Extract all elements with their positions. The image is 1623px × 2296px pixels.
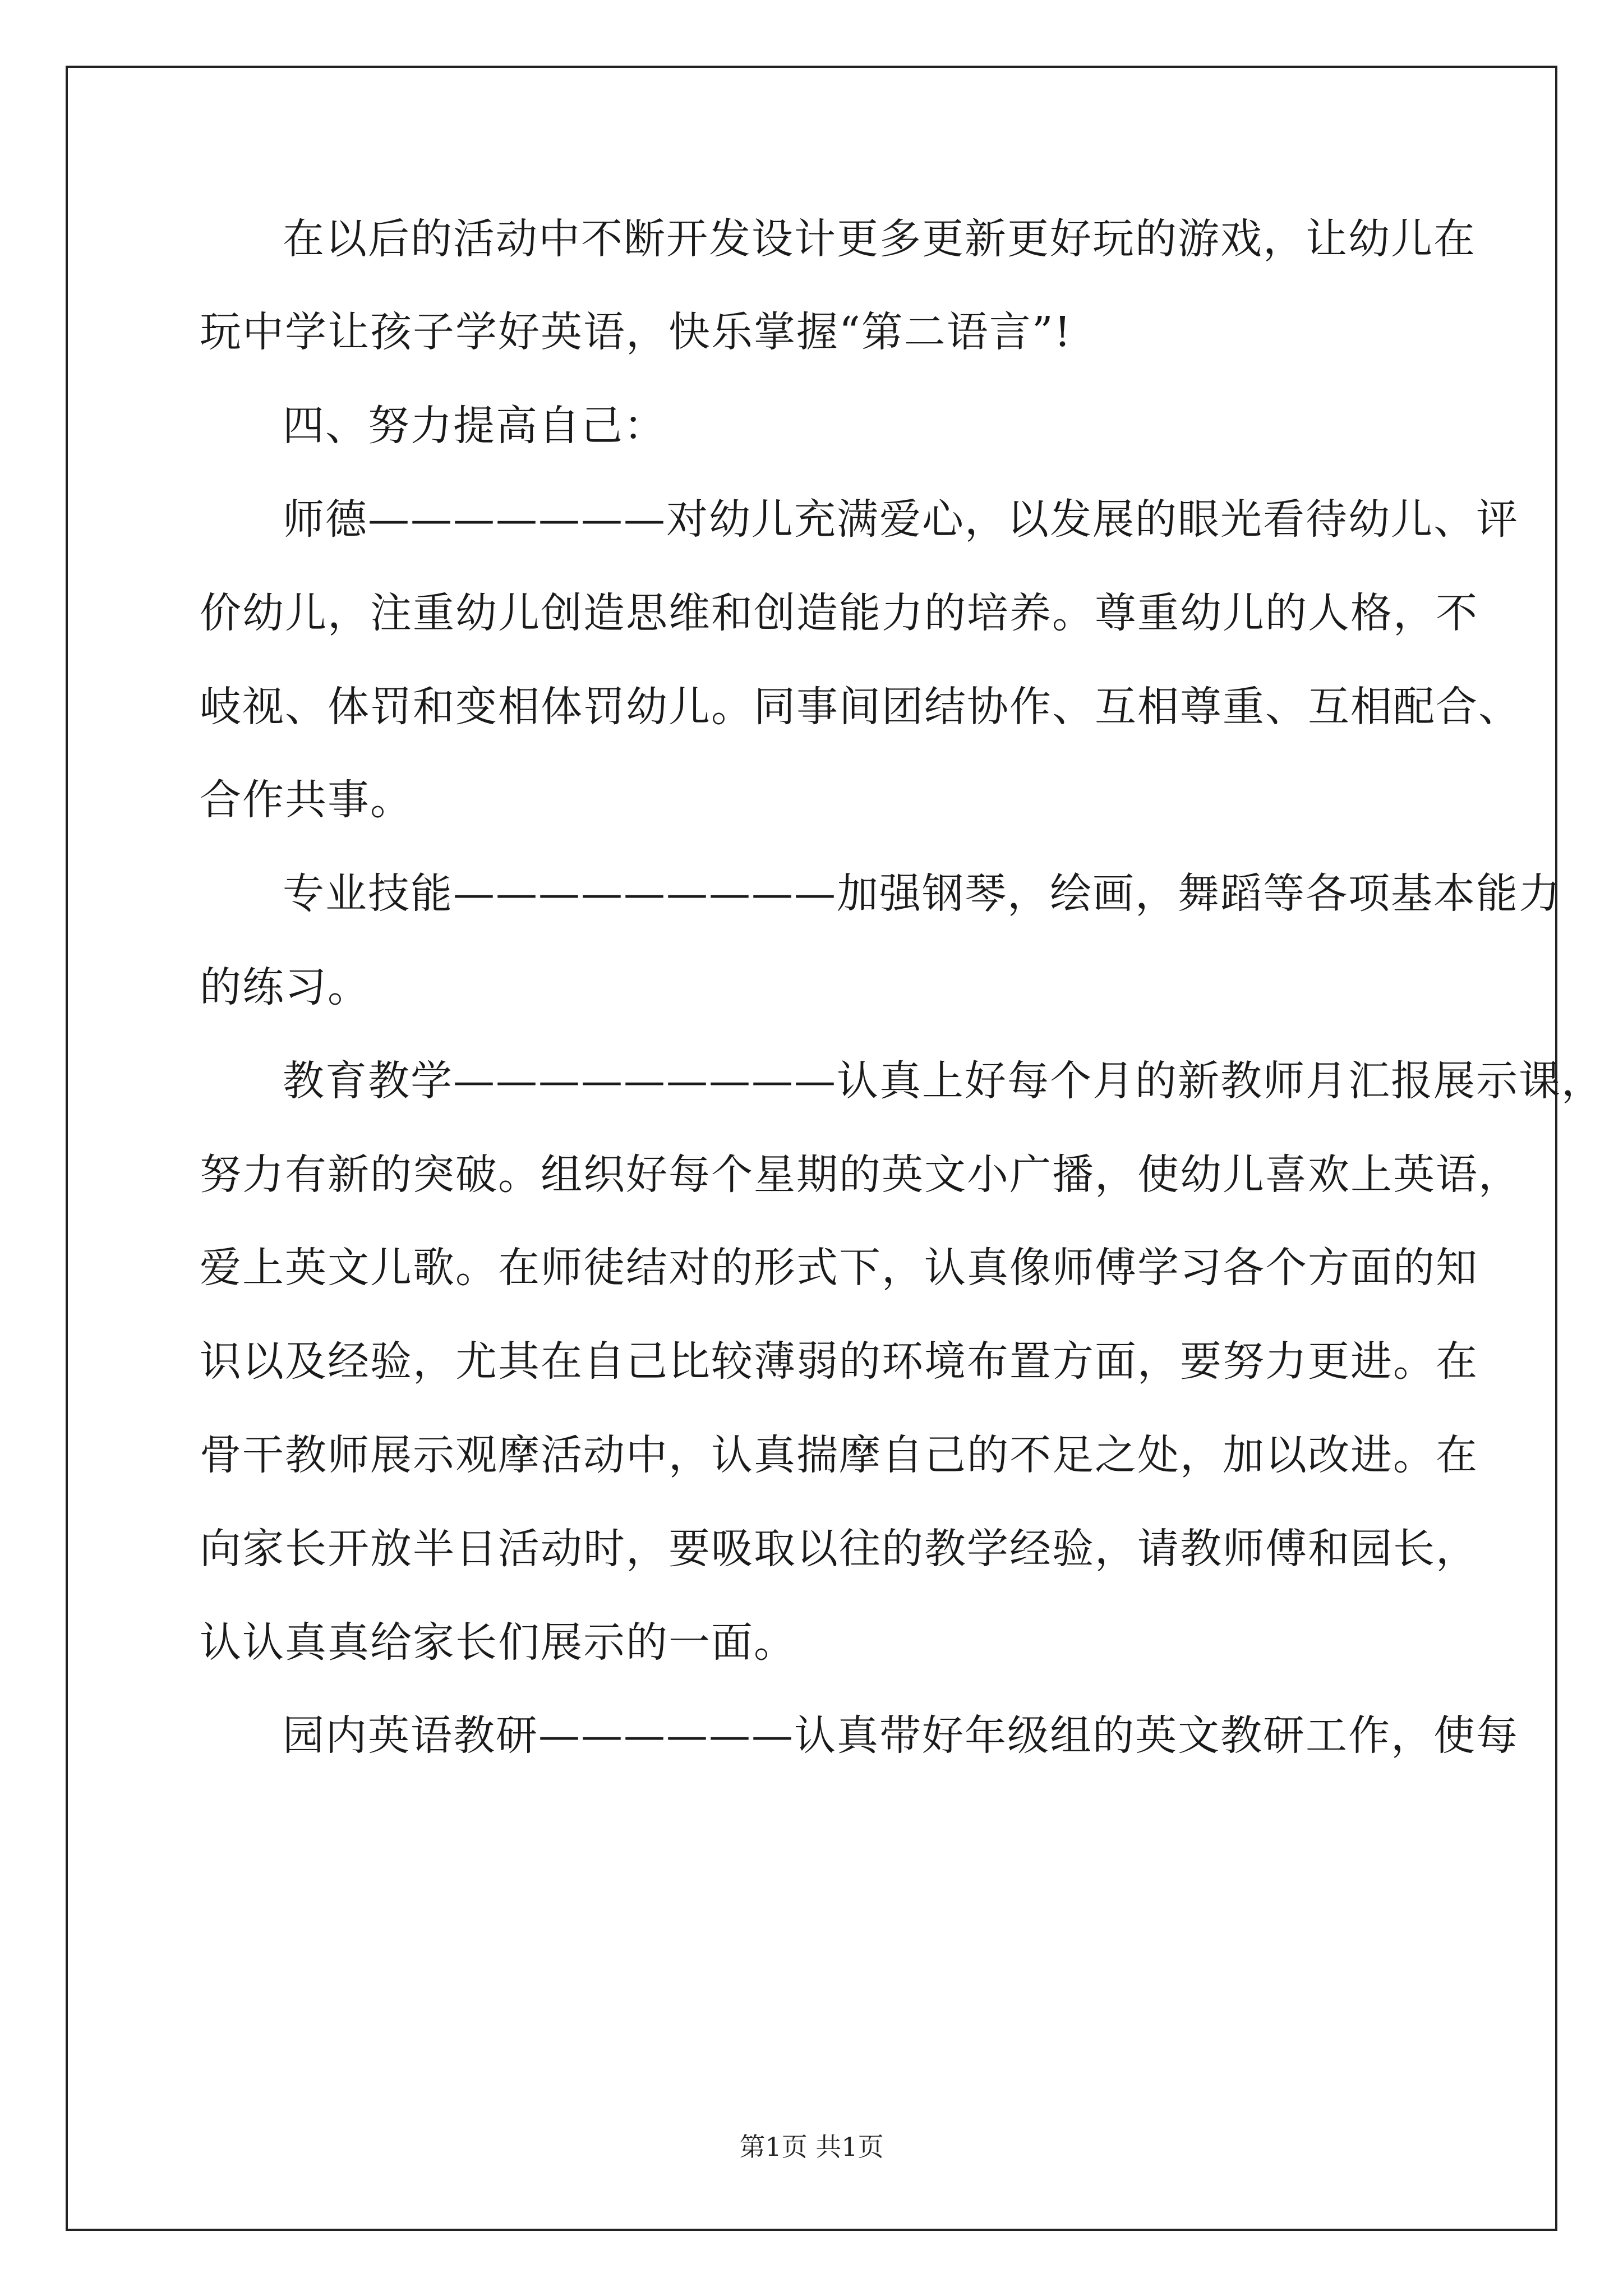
paragraph-line: 专业技能—————————加强钢琴，绘画，舞蹈等各项基本能力 bbox=[283, 869, 1561, 918]
paragraph-line: 的练习。 bbox=[200, 963, 370, 1011]
paragraph-line: 价幼儿，注重幼儿创造思维和创造能力的培养。尊重幼儿的人格，不 bbox=[200, 589, 1478, 637]
paragraph-line: 园内英语教研——————认真带好年级组的英文教研工作，使每 bbox=[283, 1711, 1519, 1760]
paragraph-line: 玩中学让孩子学好英语，快乐掌握“第二语言”! bbox=[200, 308, 1072, 356]
paragraph-line: 岐视、体罚和变相体罚幼儿。同事间团结协作、互相尊重、互相配合、 bbox=[200, 683, 1521, 731]
paragraph-line: 向家长开放半日活动时，要吸取以往的教学经验，请教师傅和园长， bbox=[200, 1525, 1478, 1573]
paragraph-line: 在以后的活动中不断开发设计更多更新更好玩的游戏，让幼儿在 bbox=[283, 215, 1476, 263]
paragraph-line: 教育教学—————————认真上好每个月的新教师月汇报展示课， bbox=[283, 1057, 1604, 1105]
paragraph-line: 爱上英文儿歌。在师徒结对的形式下，认真像师傅学习各个方面的知 bbox=[200, 1244, 1478, 1292]
page-border bbox=[66, 66, 1557, 2231]
section-heading: 四、努力提高自己： bbox=[283, 402, 666, 450]
page-number: 第1页 共1页 bbox=[739, 2132, 884, 2162]
paragraph-line: 努力有新的突破。组织好每个星期的英文小广播，使幼儿喜欢上英语， bbox=[200, 1151, 1521, 1199]
paragraph-line: 认认真真给家长们展示的一面。 bbox=[200, 1618, 796, 1667]
paragraph-line: 骨干教师展示观摩活动中，认真揣摩自己的不足之处，加以改进。在 bbox=[200, 1431, 1478, 1479]
paragraph-line: 识以及经验，尤其在自己比较薄弱的环境布置方面，要努力更进。在 bbox=[200, 1337, 1478, 1386]
paragraph-line: 师德———————对幼儿充满爱心，以发展的眼光看待幼儿、评 bbox=[283, 495, 1519, 544]
paragraph-line: 合作共事。 bbox=[200, 776, 413, 824]
